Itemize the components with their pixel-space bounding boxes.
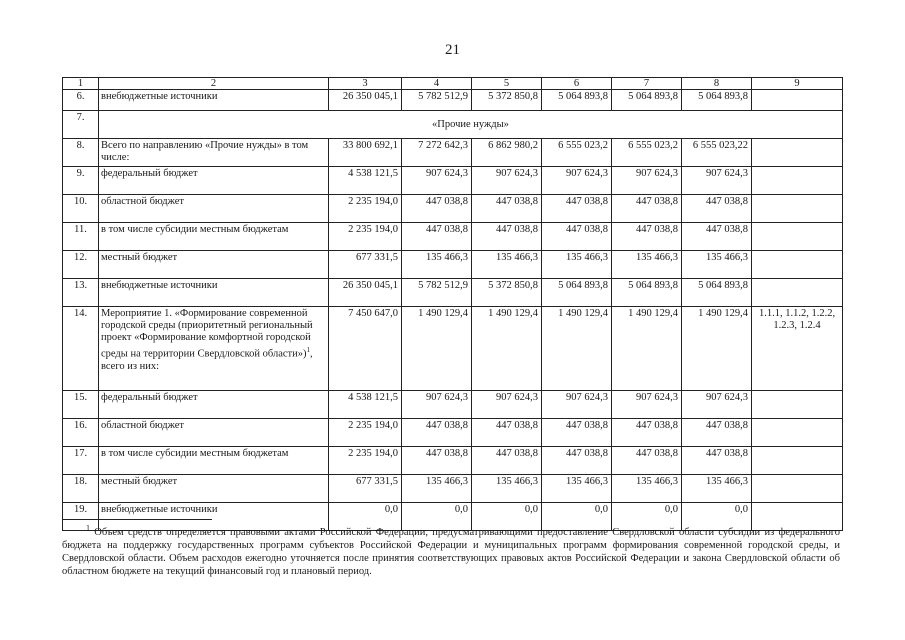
- value-cell: 907 624,3: [402, 167, 472, 195]
- table-row: [63, 307, 843, 391]
- value-cell: 907 624,3: [682, 167, 752, 195]
- row-name-cell: [99, 279, 329, 307]
- row-name-cell: [99, 475, 329, 503]
- row-number-cell: 8.: [63, 139, 99, 167]
- value-cell: 26 350 045,1: [329, 279, 402, 307]
- value-cell: 447 038,8: [542, 419, 612, 447]
- value-cell: 1 490 129,4: [402, 307, 472, 391]
- value-cell: 447 038,8: [472, 447, 542, 475]
- value-cell: 135 466,3: [472, 251, 542, 279]
- reference-cell: [752, 195, 843, 223]
- value-cell: 1 490 129,4: [682, 307, 752, 391]
- row-name-cell: [99, 391, 329, 419]
- reference-cell: [752, 447, 843, 475]
- value-cell: 6 555 023,22: [682, 139, 752, 167]
- value-cell: 135 466,3: [542, 251, 612, 279]
- row-number-cell: 16.: [63, 419, 99, 447]
- row-number-cell: 19.: [63, 503, 99, 531]
- value-cell: 4 538 121,5: [329, 167, 402, 195]
- table-row: [63, 111, 843, 139]
- value-cell: 447 038,8: [472, 223, 542, 251]
- value-cell: 447 038,8: [682, 447, 752, 475]
- column-number-cell: 3: [329, 78, 402, 90]
- value-cell: 2 235 194,0: [329, 195, 402, 223]
- value-cell: 5 064 893,8: [612, 90, 682, 111]
- table-row: [63, 195, 843, 223]
- row-name-cell: [99, 90, 329, 111]
- value-cell: 0,0: [402, 503, 472, 531]
- value-cell: 0,0: [472, 503, 542, 531]
- table-body: [63, 78, 843, 531]
- footnote: [62, 523, 841, 578]
- row-name-text: Мероприятие 1. «Формирование современной городской среды (приоритетный региональный проект «Формирование комфортной городской среды на территории Свердловской области»): [101, 308, 313, 360]
- value-cell: 5 372 850,8: [472, 279, 542, 307]
- row-number-cell: 7.: [63, 111, 99, 139]
- reference-cell: [752, 391, 843, 419]
- row-name-text: Всего по направлению «Прочие нужды» в том числе:: [101, 140, 309, 163]
- row-number-cell: 11.: [63, 223, 99, 251]
- value-cell: 135 466,3: [402, 251, 472, 279]
- reference-cell: [752, 90, 843, 111]
- row-number-cell: 17.: [63, 447, 99, 475]
- table-row: [63, 447, 843, 475]
- value-cell: 4 538 121,5: [329, 391, 402, 419]
- row-number-cell: 15.: [63, 391, 99, 419]
- row-name-text: внебюджетные источники: [101, 91, 218, 102]
- row-name-text: областной бюджет: [101, 196, 184, 207]
- column-number-cell: 2: [99, 78, 329, 90]
- row-name-text: внебюджетные источники: [101, 280, 218, 291]
- row-number-cell: 6.: [63, 90, 99, 111]
- value-cell: 447 038,8: [542, 447, 612, 475]
- value-cell: 26 350 045,1: [329, 90, 402, 111]
- value-cell: 135 466,3: [472, 475, 542, 503]
- value-cell: 135 466,3: [682, 251, 752, 279]
- footnote-text: Объем средств определяется правовыми актами Российской Федерации, предусматривающими предоставление Свердловской области субсидии из федерального бюджета на поддержку государственных программ субъектов Российской Федерации и муниципальных программ формирования современной городской среды, и Свердловской области. Объем расходов ежегодно уточняется после принятия соответствующих правовых актов Российской Федерации и закона Свердловской области об областном бюджете на текущий финансовый год и плановый период.: [62, 527, 841, 577]
- row-name-text: в том числе субсидии местным бюджетам: [101, 448, 289, 459]
- reference-cell: [752, 279, 843, 307]
- column-number-cell: 8: [682, 78, 752, 90]
- value-cell: 5 782 512,9: [402, 279, 472, 307]
- reference-cell: 1.1.1, 1.1.2, 1.2.2, 1.2.3, 1.2.4: [752, 307, 843, 391]
- value-cell: 6 862 980,2: [472, 139, 542, 167]
- value-cell: 677 331,5: [329, 475, 402, 503]
- row-name-text: в том числе субсидии местным бюджетам: [101, 224, 289, 235]
- row-name-cell: [99, 307, 329, 391]
- row-name-text: федеральный бюджет: [101, 168, 198, 179]
- value-cell: 135 466,3: [402, 475, 472, 503]
- row-name-cell: [99, 251, 329, 279]
- value-cell: 7 450 647,0: [329, 307, 402, 391]
- row-name-cell: [99, 419, 329, 447]
- value-cell: 135 466,3: [612, 475, 682, 503]
- value-cell: 5 372 850,8: [472, 90, 542, 111]
- value-cell: 1 490 129,4: [612, 307, 682, 391]
- table-row: [63, 251, 843, 279]
- column-number-cell: 1: [63, 78, 99, 90]
- value-cell: 447 038,8: [472, 195, 542, 223]
- value-cell: 1 490 129,4: [472, 307, 542, 391]
- value-cell: 5 064 893,8: [612, 279, 682, 307]
- value-cell: 447 038,8: [402, 195, 472, 223]
- table-row: [63, 223, 843, 251]
- value-cell: 447 038,8: [542, 223, 612, 251]
- value-cell: 33 800 692,1: [329, 139, 402, 167]
- row-number-cell: 9.: [63, 167, 99, 195]
- column-number-row: [63, 78, 843, 90]
- value-cell: 447 038,8: [402, 447, 472, 475]
- value-cell: 5 064 893,8: [542, 279, 612, 307]
- value-cell: 447 038,8: [682, 195, 752, 223]
- value-cell: 135 466,3: [542, 475, 612, 503]
- value-cell: 907 624,3: [682, 391, 752, 419]
- value-cell: 907 624,3: [472, 167, 542, 195]
- column-number-cell: 7: [612, 78, 682, 90]
- page-number: 21: [445, 42, 460, 58]
- reference-cell: [752, 139, 843, 167]
- value-cell: 447 038,8: [542, 195, 612, 223]
- value-cell: 447 038,8: [682, 223, 752, 251]
- value-cell: 907 624,3: [612, 167, 682, 195]
- value-cell: 447 038,8: [402, 419, 472, 447]
- row-name-text: внебюджетные источники: [101, 504, 218, 515]
- row-number-cell: 13.: [63, 279, 99, 307]
- reference-cell: [752, 419, 843, 447]
- table-row: [63, 167, 843, 195]
- footnote-divider: [62, 519, 212, 520]
- value-cell: 447 038,8: [682, 419, 752, 447]
- value-cell: 1 490 129,4: [542, 307, 612, 391]
- table-row: [63, 139, 843, 167]
- table-row: [63, 475, 843, 503]
- value-cell: 907 624,3: [402, 391, 472, 419]
- value-cell: 677 331,5: [329, 251, 402, 279]
- value-cell: 447 038,8: [612, 195, 682, 223]
- row-name-cell: [99, 447, 329, 475]
- reference-cell: [752, 251, 843, 279]
- footnote-marker: 1: [86, 523, 90, 533]
- value-cell: 2 235 194,0: [329, 419, 402, 447]
- table-row: [63, 90, 843, 111]
- column-number-cell: 5: [472, 78, 542, 90]
- value-cell: 5 064 893,8: [682, 279, 752, 307]
- value-cell: 907 624,3: [542, 167, 612, 195]
- reference-cell: [752, 475, 843, 503]
- row-name-text: местный бюджет: [101, 252, 178, 263]
- value-cell: 907 624,3: [612, 391, 682, 419]
- row-name-cell: [99, 195, 329, 223]
- row-number-cell: 10.: [63, 195, 99, 223]
- value-cell: 447 038,8: [612, 447, 682, 475]
- value-cell: 0,0: [329, 503, 402, 531]
- value-cell: 135 466,3: [682, 475, 752, 503]
- value-cell: 0,0: [682, 503, 752, 531]
- column-number-cell: 4: [402, 78, 472, 90]
- value-cell: 6 555 023,2: [542, 139, 612, 167]
- value-cell: 5 782 512,9: [402, 90, 472, 111]
- value-cell: 5 064 893,8: [682, 90, 752, 111]
- table-row: [63, 391, 843, 419]
- column-number-cell: 9: [752, 78, 843, 90]
- reference-cell: [752, 167, 843, 195]
- row-number-cell: 18.: [63, 475, 99, 503]
- value-cell: 5 064 893,8: [542, 90, 612, 111]
- value-cell: 6 555 023,2: [612, 139, 682, 167]
- row-number-cell: 12.: [63, 251, 99, 279]
- budget-table: [62, 77, 843, 531]
- value-cell: 135 466,3: [612, 251, 682, 279]
- reference-cell: [752, 223, 843, 251]
- section-heading-cell: «Прочие нужды»: [99, 111, 843, 139]
- row-name-cell: [99, 167, 329, 195]
- table-row: [63, 419, 843, 447]
- row-name-cell: [99, 223, 329, 251]
- value-cell: 447 038,8: [402, 223, 472, 251]
- value-cell: 907 624,3: [472, 391, 542, 419]
- row-name-cell: [99, 139, 329, 167]
- row-name-text: федеральный бюджет: [101, 392, 198, 403]
- table-row: [63, 279, 843, 307]
- row-name-text: местный бюджет: [101, 476, 178, 487]
- value-cell: 0,0: [542, 503, 612, 531]
- footnote-reference: 1: [306, 346, 311, 354]
- value-cell: 2 235 194,0: [329, 223, 402, 251]
- value-cell: 0,0: [612, 503, 682, 531]
- value-cell: 447 038,8: [612, 223, 682, 251]
- value-cell: 7 272 642,3: [402, 139, 472, 167]
- column-number-cell: 6: [542, 78, 612, 90]
- value-cell: 2 235 194,0: [329, 447, 402, 475]
- value-cell: 447 038,8: [612, 419, 682, 447]
- row-number-cell: 14.: [63, 307, 99, 391]
- row-name-tail: , всего из них:: [101, 348, 313, 372]
- row-name-text: областной бюджет: [101, 420, 184, 431]
- value-cell: 447 038,8: [472, 419, 542, 447]
- value-cell: 907 624,3: [542, 391, 612, 419]
